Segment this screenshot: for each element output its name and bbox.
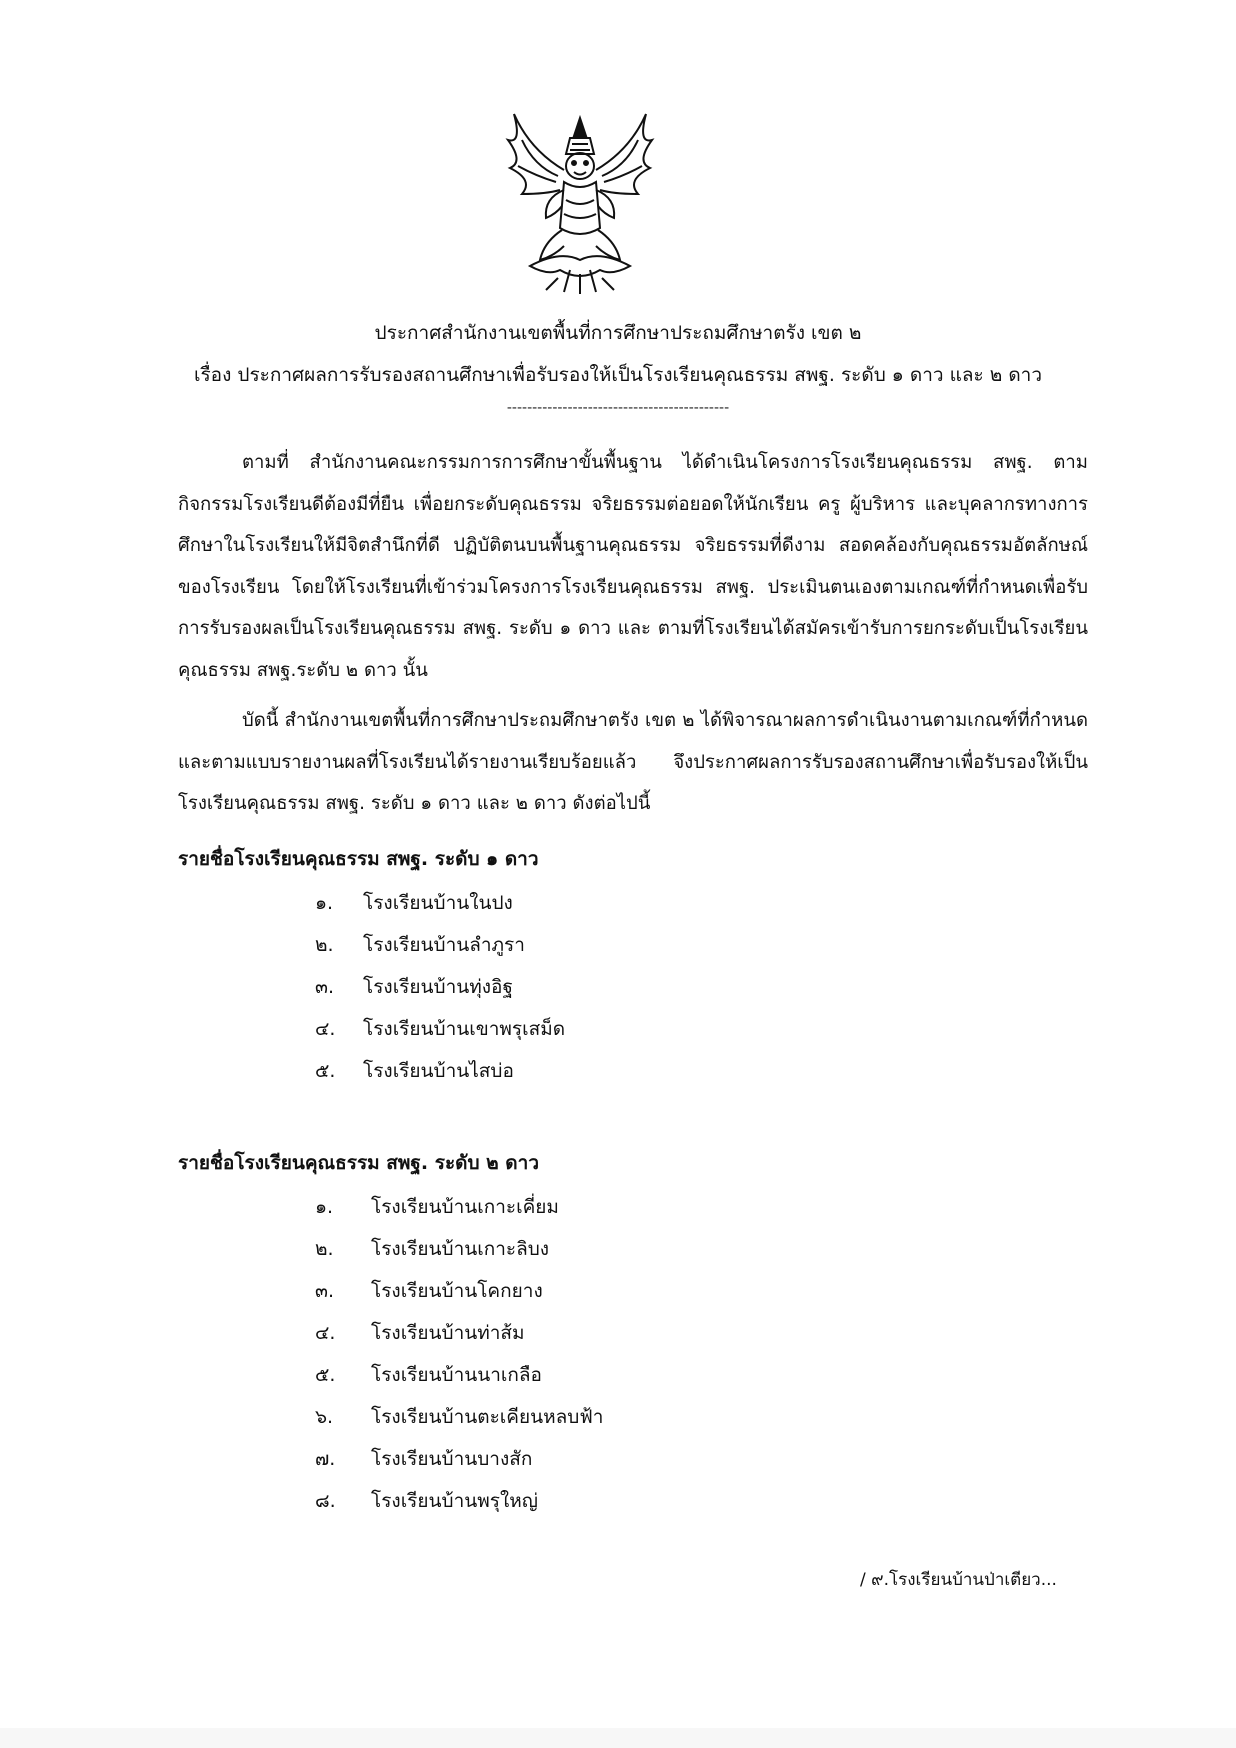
- list-item-number: ๓.: [315, 976, 335, 998]
- list-item-number: ๔.: [315, 1322, 336, 1344]
- school-name: โรงเรียนบ้านพรุใหญ่: [371, 1490, 538, 1512]
- heading-separator: --------------------------------------------: [506, 400, 730, 416]
- announcement-subject: เรื่อง ประกาศผลการรับรองสถานศึกษาเพื่อรับรองให้เป็นโรงเรียนคุณธรรม สพฐ. ระดับ ๑ ดาว และ ๒ ดาว: [193, 364, 1043, 386]
- two-star-list-heading: รายชื่อโรงเรียนคุณธรรม สพฐ. ระดับ ๒ ดาว: [178, 1152, 539, 1174]
- garuda-emblem-icon: [500, 110, 660, 295]
- list-item-number: ๔.: [315, 1018, 336, 1040]
- list-item-number: ๘.: [315, 1490, 336, 1512]
- body-paragraph-1: ตามที่ สำนักงานคณะกรรมการการศึกษาขั้นพื้นฐาน ได้ดำเนินโครงการโรงเรียนคุณธรรม สพฐ. ตามกิจกรรมโรงเรียนดีต้องมีที่ยืน เพื่อยกระดับคุณธรรม จริยธรรมต่อยอดให้นักเรียน ครู ผู้บริหาร และบุคลากรทางการศึกษาในโรงเรียนให้มีจิตสำนึกที่ดี ปฏิบัติตนบนพื้นฐานคุณธรรม จริยธรรมที่ดีงาม สอดคล้องกับคุณธรรมอัตลักษณ์ของโรงเรียน โดยให้โรงเรียนที่เข้าร่วมโครงการโรงเรียนคุณธรรม สพฐ. ประเมินตนเองตามเกณฑ์ที่กำหนดเพื่อรับการรับรองผลเป็นโรงเรียนคุณธรรม สพฐ. ระดับ ๑ ดาว และ ตามที่โรงเรียนได้สมัครเข้ารับการยกระดับเป็นโรงเรียนคุณธรรม สพฐ.ระดับ ๒ ดาว นั้น: [178, 452, 1088, 681]
- school-name: โรงเรียนบ้านลำภูรา: [363, 934, 525, 956]
- school-name: โรงเรียนบ้านไสบ่อ: [363, 1060, 514, 1082]
- body-paragraph-2: บัดนี้ สำนักงานเขตพื้นที่การศึกษาประถมศึกษาตรัง เขต ๒ ได้พิจารณาผลการดำเนินงานตามเกณฑ์ที่กำหนดและตามแบบรายงานผลที่โรงเรียนได้รายงานเรียบร้อยแล้ว จึงประกาศผลการรับรองสถานศึกษาเพื่อรับรองให้เป็นโรงเรียนคุณธรรม สพฐ. ระดับ ๑ ดาว และ ๒ ดาว ดังต่อไปนี้: [178, 710, 1088, 814]
- page-continuation-note: / ๙.โรงเรียนบ้านป่าเตียว...: [860, 1570, 1057, 1590]
- list-item-number: ๑.: [315, 892, 334, 914]
- list-item-number: ๓.: [315, 1280, 335, 1302]
- school-name: โรงเรียนบ้านบางสัก: [371, 1448, 533, 1470]
- list-item-number: ๒.: [315, 1238, 334, 1260]
- list-item-number: ๖.: [315, 1406, 334, 1428]
- list-item-number: ๗.: [315, 1448, 336, 1470]
- list-item-number: ๕.: [315, 1060, 336, 1082]
- school-name: โรงเรียนบ้านโคกยาง: [371, 1280, 543, 1302]
- school-name: โรงเรียนบ้านในปง: [363, 892, 513, 914]
- announcement-title: ประกาศสำนักงานเขตพื้นที่การศึกษาประถมศึกษาตรัง เขต ๒: [374, 322, 862, 344]
- school-name: โรงเรียนบ้านท่าส้ม: [371, 1322, 525, 1344]
- list-item-number: ๒.: [315, 934, 334, 956]
- school-name: โรงเรียนบ้านเขาพรุเสม็ด: [363, 1018, 566, 1040]
- list-item-number: ๑.: [315, 1196, 334, 1218]
- list-item-number: ๕.: [315, 1364, 336, 1386]
- one-star-list-heading: รายชื่อโรงเรียนคุณธรรม สพฐ. ระดับ ๑ ดาว: [178, 848, 539, 870]
- school-name: โรงเรียนบ้านเกาะลิบง: [371, 1238, 550, 1260]
- school-name: โรงเรียนบ้านเกาะเคี่ยม: [371, 1196, 559, 1218]
- scan-bottom-edge: [0, 1728, 1236, 1748]
- school-name: โรงเรียนบ้านทุ่งอิฐ: [363, 976, 513, 998]
- school-name: โรงเรียนบ้านนาเกลือ: [371, 1364, 542, 1386]
- school-name: โรงเรียนบ้านตะเคียนหลบฟ้า: [371, 1406, 604, 1428]
